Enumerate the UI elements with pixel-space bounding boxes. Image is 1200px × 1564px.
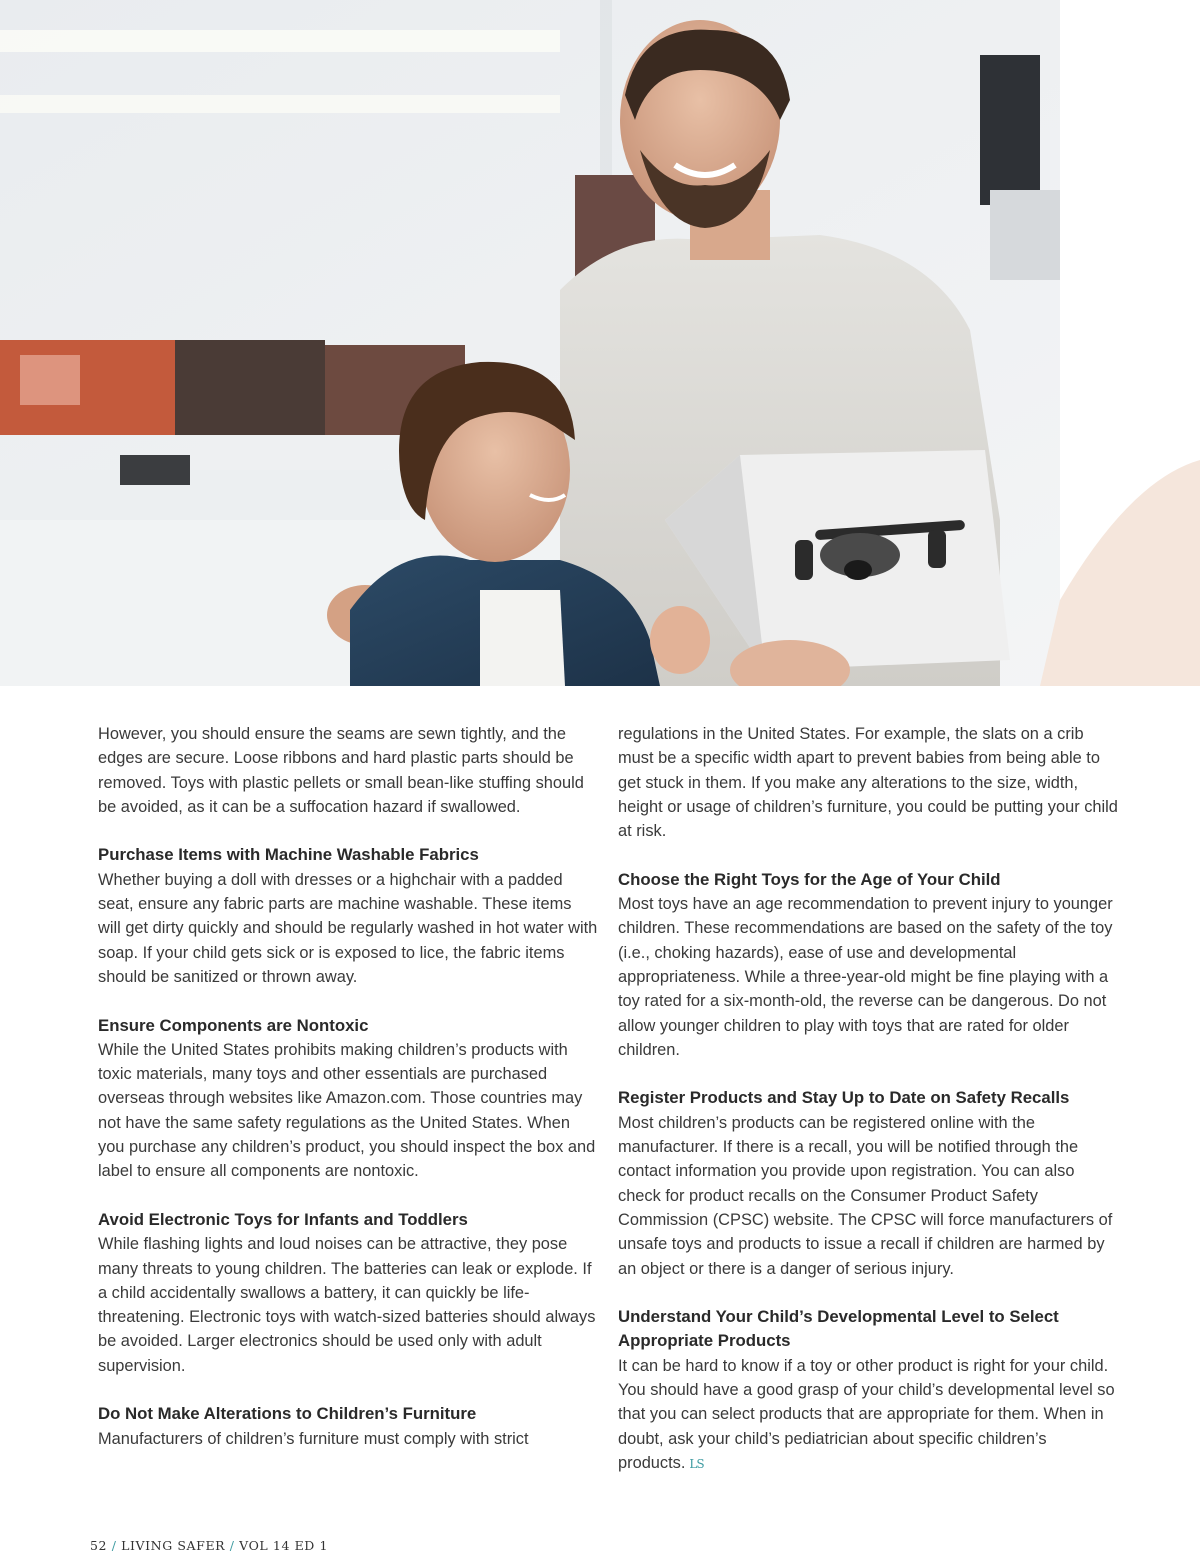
section-body: [618, 1354, 1118, 1476]
footer-separator: /: [111, 1538, 117, 1553]
section-heading: Choose the Right Toys for the Age of Your Child: [618, 869, 1001, 889]
magazine-name: LIVING SAFER: [121, 1538, 226, 1553]
end-mark-logo: LS: [689, 1456, 704, 1471]
left-intro-paragraph: However, you should ensure the seams are sewn tightly, and the edges are secure. Loose ribbons and hard plastic parts should be removed. Toys with plastic pellets or small bean-like stuffing should be avoided, as it can be a suffocation hazard if swallowed.: [98, 725, 584, 816]
page-footer: [90, 1538, 328, 1553]
section-body: Most children’s products can be registered online with the manufacturer. If there is a recall, you will be notified through the contact information you provide upon registration. You can also check for product recalls on the Consumer Product Safety Commission (CPSC) website. The CPSC will force manufacturers of unsafe toys and products to issue a recall if children are harmed by an object or there is a danger of serious injury.: [618, 1113, 1113, 1278]
section-body: While flashing lights and loud noises can be attractive, they pose many threats to young children. The batteries can leak or explode. If a child accidentally swallows a battery, it can quickly be life-threatening. Electronic toys with watch-sized batteries should always be avoided. Larger electronics should be used only with adult supervision.: [98, 1235, 596, 1375]
section-body: Most toys have an age recommendation to prevent injury to younger children. These recommendations are based on the safety of the toy (i.e., choking hazards), ease of use and developmental appropriateness. While a three-year-old might be fine playing with a toy rated for a six-month-old, the reverse can be dangerous. Do not allow younger children to play with toys that are rated for older children.: [618, 895, 1113, 1059]
section-heading: Register Products and Stay Up to Date on Safety Recalls: [618, 1088, 1070, 1108]
left-column: [98, 722, 598, 1451]
section-heading: Ensure Components are Nontoxic: [98, 1015, 369, 1035]
right-intro-paragraph: regulations in the United States. For example, the slats on a crib must be a specific width apart to prevent babies from being able to get stuck in them. If you make any alterations to the size, width, height or usage of children’s furniture, you could be putting your child at risk.: [618, 725, 1118, 841]
section-heading: Avoid Electronic Toys for Infants and Toddlers: [98, 1209, 468, 1229]
photo-man-boy-drone-icon: [0, 0, 1200, 686]
page-number: 52: [90, 1538, 108, 1553]
footer-separator: /: [229, 1538, 235, 1553]
section-body-text: It can be hard to know if a toy or other product is right for your child. You should have a good grasp of your child’s developmental level so that you can select products that are appropriate for them. When in doubt, ask your child’s pediatrician about specific children’s products.: [618, 1356, 1115, 1472]
section-body: While the United States prohibits making children’s products with toxic materials, many toys and other essentials are purchased overseas through websites like Amazon.com. Those countries may not have the same safety regulations as the United States. When you purchase any children’s product, you should inspect the box and label to ensure all components are nontoxic.: [98, 1040, 596, 1181]
right-column: [618, 722, 1118, 1476]
section-body: Manufacturers of children’s furniture must comply with strict: [98, 1429, 529, 1448]
section-heading: Understand Your Child’s Developmental Level to Select Appropriate Products: [618, 1307, 1059, 1351]
section-heading: Purchase Items with Machine Washable Fabrics: [98, 845, 479, 865]
section-heading: Do Not Make Alterations to Children’s Furniture: [98, 1404, 477, 1424]
hero-photo: [0, 0, 1200, 686]
issue-label: VOL 14 ED 1: [239, 1538, 329, 1553]
section-body: Whether buying a doll with dresses or a highchair with a padded seat, ensure any fabric parts are machine washable. These items will get dirty quickly and should be regularly washed in hot water with soap. If your child gets sick or is exposed to lice, the fabric items should be sanitized or thrown away.: [98, 870, 598, 986]
